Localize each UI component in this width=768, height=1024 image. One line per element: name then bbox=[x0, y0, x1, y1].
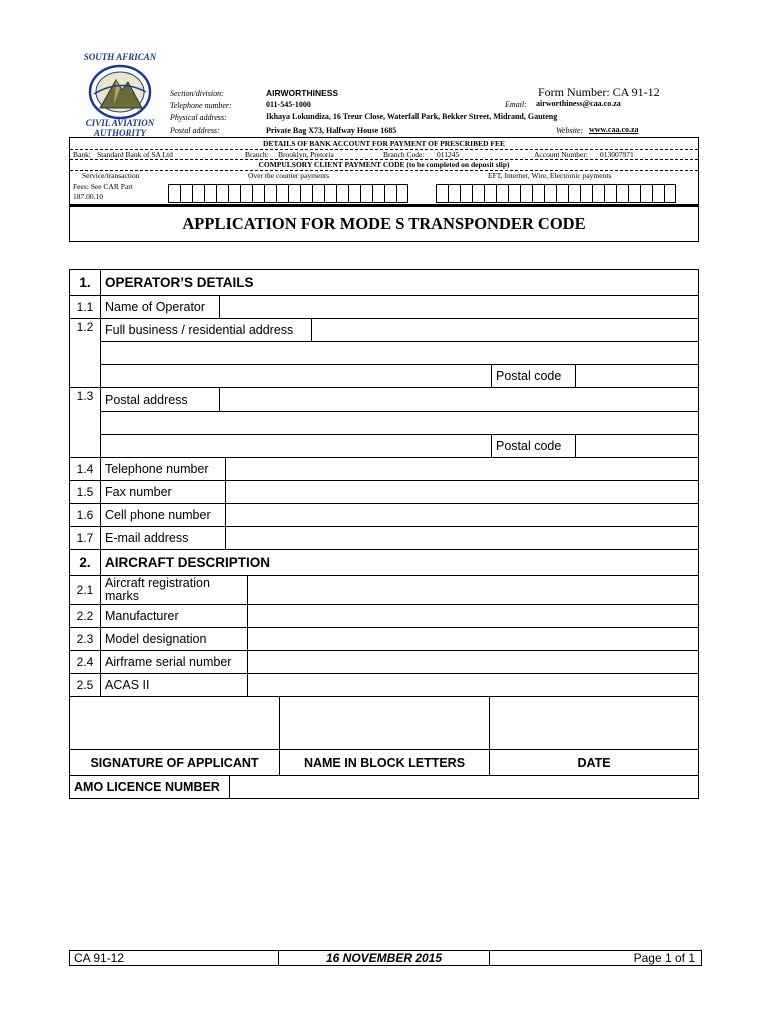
fax-field[interactable] bbox=[225, 480, 699, 504]
physical-address-value: Ikhaya Lokundiza, 16 Treur Close, Waterfall Park, Bekker Street, Midrand, Gauteng bbox=[266, 112, 558, 121]
footer-form-code: CA 91-12 bbox=[69, 950, 279, 966]
row-number: 1.7 bbox=[69, 526, 101, 550]
postal-code-label: Postal code bbox=[491, 364, 576, 388]
row-number: 1.4 bbox=[69, 457, 101, 481]
email-address-field[interactable] bbox=[225, 526, 699, 550]
form-title: APPLICATION FOR MODE S TRANSPONDER CODE bbox=[69, 205, 699, 242]
logo-line-3: AUTHORITY bbox=[93, 128, 146, 138]
airframe-serial-label: Airframe serial number bbox=[100, 650, 248, 674]
business-address-label: Full business / residential address bbox=[100, 318, 312, 342]
bank-value: Standard Bank of SA Ltd bbox=[97, 150, 173, 159]
signature-label: SIGNATURE OF APPLICANT bbox=[69, 749, 280, 776]
amo-licence-label: AMO LICENCE NUMBER bbox=[69, 775, 230, 799]
fees-line-1: Fees: See CAR Part bbox=[73, 182, 133, 191]
footer-date: 16 NOVEMBER 2015 bbox=[278, 950, 490, 966]
bank-label: Bank: bbox=[73, 150, 91, 159]
business-address-field-line-1[interactable] bbox=[311, 318, 699, 342]
postal-address-label: Postal address: bbox=[170, 126, 220, 135]
section-value: AIRWORTHINESS bbox=[266, 88, 339, 98]
model-designation-field[interactable] bbox=[247, 627, 699, 651]
payment-code-heading: COMPULSORY CLIENT PAYMENT CODE (to be completed on deposit slip) bbox=[258, 160, 510, 169]
telephone-label: Telephone number bbox=[100, 457, 226, 481]
counter-payment-code-boxes[interactable] bbox=[168, 184, 408, 203]
row-number: 1.1 bbox=[69, 295, 101, 319]
postal-address-field-line-3[interactable] bbox=[100, 434, 492, 458]
section-2-number: 2. bbox=[69, 549, 101, 576]
website-link[interactable]: www.caa.co.za bbox=[589, 125, 639, 134]
form-number: Form Number: CA 91-12 bbox=[538, 85, 660, 99]
account-value: 013007971 bbox=[600, 150, 634, 159]
amo-licence-field[interactable] bbox=[229, 775, 699, 799]
eft-label: EFT, Internet, Wire, Electronic payments bbox=[488, 171, 612, 180]
branch-code-value: 011245 bbox=[437, 150, 460, 159]
postal-postal-code-field[interactable] bbox=[575, 434, 699, 458]
logo-line-1: SOUTH AFRICAN bbox=[83, 52, 157, 62]
date-field[interactable] bbox=[489, 696, 699, 750]
block-letters-label: NAME IN BLOCK LETTERS bbox=[279, 749, 490, 776]
fax-label: Fax number bbox=[100, 480, 226, 504]
fees-line-2: 187.00.10 bbox=[73, 192, 103, 201]
registration-marks-label: Aircraft registration marks bbox=[100, 575, 248, 605]
business-address-field-line-2[interactable] bbox=[100, 341, 699, 365]
row-number: 2.2 bbox=[69, 604, 101, 628]
phone-label: Telephone number: bbox=[170, 101, 232, 110]
acas-ii-label: ACAS II bbox=[100, 673, 248, 697]
postal-address-value: Private Bag X73, Halfway House 1685 bbox=[266, 126, 397, 135]
branch-code-label: Branch Code: bbox=[383, 150, 425, 159]
telephone-field[interactable] bbox=[225, 457, 699, 481]
name-of-operator-label: Name of Operator bbox=[100, 295, 220, 319]
row-number: 2.5 bbox=[69, 673, 101, 697]
cell-phone-label: Cell phone number bbox=[100, 503, 226, 527]
signature-field[interactable] bbox=[69, 696, 280, 750]
email-address-label: E-mail address bbox=[100, 526, 226, 550]
email-value: airworthiness@caa.co.za bbox=[536, 99, 621, 108]
block-letters-name-field[interactable] bbox=[279, 696, 490, 750]
bank-heading: DETAILS OF BANK ACCOUNT FOR PAYMENT OF PRESCRIBED FEE bbox=[263, 139, 505, 148]
manufacturer-field[interactable] bbox=[247, 604, 699, 628]
row-number: 1.2 bbox=[69, 318, 101, 388]
logo-emblem-icon bbox=[86, 64, 154, 120]
cell-phone-field[interactable] bbox=[225, 503, 699, 527]
business-postal-code-field[interactable] bbox=[575, 364, 699, 388]
account-label: Account Number: bbox=[534, 150, 588, 159]
section-label: Section/division: bbox=[170, 89, 224, 98]
footer-page-number: Page 1 of 1 bbox=[489, 950, 702, 966]
airframe-serial-field[interactable] bbox=[247, 650, 699, 674]
acas-ii-field[interactable] bbox=[247, 673, 699, 697]
row-number: 1.3 bbox=[69, 387, 101, 458]
caa-logo bbox=[80, 52, 160, 140]
service-label: Service/transaction bbox=[82, 171, 140, 180]
physical-address-label: Physical address: bbox=[170, 113, 227, 122]
postal-address-field-line-2[interactable] bbox=[100, 411, 699, 435]
website-label: Website: bbox=[556, 126, 584, 135]
postal-address-field-line-1[interactable] bbox=[219, 387, 699, 412]
date-label: DATE bbox=[489, 749, 699, 776]
business-address-field-line-3[interactable] bbox=[100, 364, 492, 388]
logo-line-2: CIVIL AVIATION bbox=[85, 118, 155, 128]
row-number: 1.6 bbox=[69, 503, 101, 527]
postal-address-field-label: Postal address bbox=[100, 387, 220, 412]
registration-marks-field[interactable] bbox=[247, 575, 699, 605]
counter-label: Over the counter payments bbox=[248, 171, 330, 180]
branch-value: Brooklyn, Pretoria bbox=[278, 150, 334, 159]
email-label: Email: bbox=[505, 100, 527, 109]
row-number: 1.5 bbox=[69, 480, 101, 504]
model-designation-label: Model designation bbox=[100, 627, 248, 651]
section-1-number: 1. bbox=[69, 269, 101, 296]
eft-payment-code-boxes[interactable] bbox=[436, 184, 676, 203]
row-number: 2.4 bbox=[69, 650, 101, 674]
section-1-heading: OPERATOR’S DETAILS bbox=[100, 269, 699, 296]
name-of-operator-field[interactable] bbox=[219, 295, 699, 319]
bank-details-box bbox=[69, 137, 699, 205]
row-number: 2.1 bbox=[69, 575, 101, 605]
branch-label: Branch: bbox=[245, 150, 269, 159]
phone-value: 011-545-1000 bbox=[266, 100, 311, 109]
manufacturer-label: Manufacturer bbox=[100, 604, 248, 628]
postal-code-label: Postal code bbox=[491, 434, 576, 458]
row-number: 2.3 bbox=[69, 627, 101, 651]
section-2-heading: AIRCRAFT DESCRIPTION bbox=[100, 549, 699, 576]
